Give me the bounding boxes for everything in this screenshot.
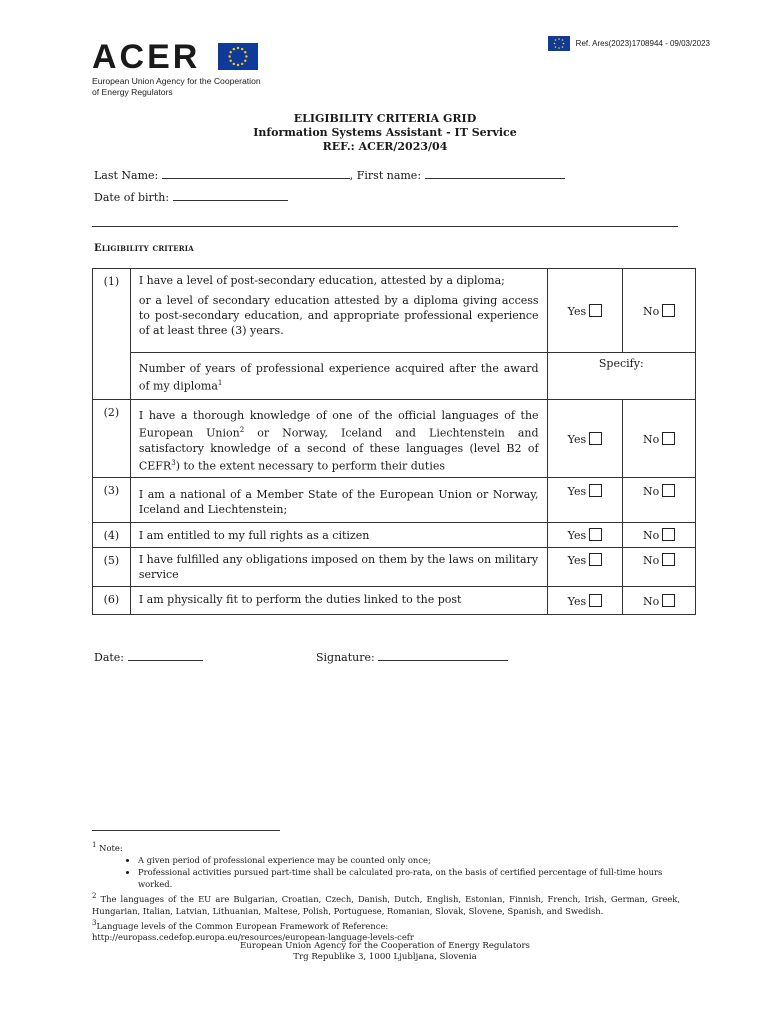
footnote-ref-1: 1 bbox=[217, 379, 223, 387]
cefr-link[interactable]: http://europass.cedefop.europa.eu/resources/european-language-levels-cefr bbox=[92, 932, 414, 943]
footnote-1-mark: 1 bbox=[92, 841, 97, 849]
footnote-3-text: Language levels of the Common European Framework of Reference: bbox=[96, 920, 389, 931]
eu-flag-icon bbox=[548, 36, 570, 51]
yes-label: Yes bbox=[567, 529, 587, 543]
date-field-row bbox=[94, 650, 203, 664]
criteria-number: (6) bbox=[93, 587, 131, 615]
logo-subtitle-line-2: of Energy Regulators bbox=[92, 87, 173, 97]
yes-option[interactable] bbox=[568, 305, 602, 318]
yes-cell bbox=[547, 548, 623, 587]
logo-wordmark: ACER bbox=[92, 38, 201, 76]
last-name-field[interactable] bbox=[162, 168, 350, 179]
yes-checkbox[interactable] bbox=[589, 432, 602, 445]
footnote-ref-3: 3 bbox=[171, 458, 176, 467]
dob-label: Date of birth: bbox=[94, 191, 170, 204]
yes-cell bbox=[547, 523, 623, 548]
signature-field[interactable] bbox=[378, 650, 508, 661]
list-item: • A given period of professional experience may be counted only once; bbox=[138, 854, 680, 866]
experience-text-body: Number of years of professional experience acquired after the award of my diploma bbox=[138, 362, 539, 393]
experience-text bbox=[130, 353, 547, 400]
dob-field-row bbox=[94, 190, 288, 204]
criteria-row-3 bbox=[93, 478, 696, 523]
criteria-row-2 bbox=[93, 400, 696, 478]
name-fields bbox=[94, 168, 565, 182]
no-cell bbox=[623, 548, 696, 587]
no-checkbox[interactable] bbox=[662, 594, 675, 607]
criteria-text: I am physically fit to perform the duties linked to the post bbox=[130, 587, 547, 615]
no-label: No bbox=[643, 529, 660, 543]
no-cell bbox=[623, 269, 696, 353]
yes-checkbox[interactable] bbox=[589, 304, 602, 317]
date-label: Date: bbox=[94, 651, 125, 664]
last-name-label: Last Name: bbox=[94, 169, 159, 182]
document-title bbox=[0, 112, 770, 154]
criteria-row-5 bbox=[93, 548, 696, 587]
first-name-field[interactable] bbox=[425, 168, 565, 179]
yes-label: Yes bbox=[567, 554, 587, 568]
criteria-row-6 bbox=[93, 587, 696, 615]
no-checkbox[interactable] bbox=[662, 432, 675, 445]
criteria-number: (5) bbox=[93, 548, 131, 587]
criteria-text-part-1: I have a thorough knowledge of one of the official languages of the European Union bbox=[138, 409, 539, 440]
footnote-2-text: The languages of the EU are Bulgarian, Croatian, Czech, Danish, Dutch, English, Estonian, Finnish, French, Irish, German, Greek, Hungarian, Italian, Latvian, Lithuanian, Maltese, Polish, Portuguese, Romanian, Slovak, Slovene, Spanish, and Swedish. bbox=[92, 893, 680, 916]
no-label: No bbox=[643, 554, 660, 568]
yes-cell bbox=[547, 269, 623, 353]
yes-label: Yes bbox=[567, 304, 587, 318]
page-footer bbox=[0, 941, 770, 963]
signature-field-row bbox=[316, 650, 508, 664]
no-option[interactable] bbox=[643, 485, 675, 498]
no-checkbox[interactable] bbox=[662, 304, 675, 317]
no-cell bbox=[623, 523, 696, 548]
criteria-number: (1) bbox=[93, 269, 131, 400]
yes-checkbox[interactable] bbox=[589, 528, 602, 541]
criteria-row-4 bbox=[93, 523, 696, 548]
yes-option[interactable] bbox=[568, 485, 602, 498]
divider bbox=[92, 226, 678, 227]
footnote-ref-2: 2 bbox=[239, 426, 245, 434]
criteria-table bbox=[92, 268, 696, 615]
no-label: No bbox=[643, 485, 660, 499]
specify-label: Specify: bbox=[598, 357, 644, 370]
footnote-3-mark: 3 bbox=[92, 918, 97, 927]
title-line-2: Information Systems Assistant - IT Service bbox=[253, 126, 517, 139]
yes-option[interactable] bbox=[568, 554, 602, 567]
criteria-number: (4) bbox=[93, 523, 131, 548]
no-option[interactable] bbox=[643, 554, 675, 567]
no-cell bbox=[623, 400, 696, 478]
yes-label: Yes bbox=[567, 485, 587, 499]
criteria-text: I am a national of a Member State of the European Union or Norway, Iceland and Liechtenstein; bbox=[130, 478, 547, 523]
no-option[interactable] bbox=[643, 433, 675, 446]
logo-subtitle-line-1: European Union Agency for the Cooperation bbox=[92, 76, 261, 86]
footnote-2-mark: 2 bbox=[92, 891, 97, 900]
yes-checkbox[interactable] bbox=[589, 553, 602, 566]
yes-option[interactable] bbox=[568, 433, 602, 446]
footer-line-1: European Union Agency for the Cooperation of Energy Regulators bbox=[240, 941, 530, 951]
footnotes bbox=[92, 839, 680, 943]
list-item: • Professional activities pursued part-time shall be calculated pro-rata, on the basis of certified percentage of full-time hours worked. bbox=[138, 866, 680, 890]
title-line-1: ELIGIBILITY CRITERIA GRID bbox=[293, 112, 477, 125]
criteria-number: (3) bbox=[93, 478, 131, 523]
no-option[interactable] bbox=[643, 595, 675, 608]
criteria-text-part-3: ) to the extent necessary to perform their duties bbox=[175, 459, 445, 473]
footnote-separator bbox=[92, 830, 280, 831]
yes-label: Yes bbox=[567, 594, 587, 608]
yes-checkbox[interactable] bbox=[589, 594, 602, 607]
dob-field[interactable] bbox=[173, 190, 288, 201]
no-label: No bbox=[643, 594, 660, 608]
yes-option[interactable] bbox=[568, 529, 602, 542]
first-name-label: , First name: bbox=[349, 169, 422, 182]
section-title: Eligibility criteria bbox=[94, 243, 194, 254]
yes-checkbox[interactable] bbox=[589, 484, 602, 497]
footnote-1-title: Note: bbox=[99, 842, 123, 853]
no-option[interactable] bbox=[643, 529, 675, 542]
no-checkbox[interactable] bbox=[662, 528, 675, 541]
criteria-text bbox=[130, 400, 547, 478]
footnote-1-list bbox=[92, 854, 680, 890]
yes-cell bbox=[547, 587, 623, 615]
title-line-3: REF.: ACER/2023/04 bbox=[322, 140, 448, 153]
date-field[interactable] bbox=[128, 650, 203, 661]
no-label: No bbox=[643, 432, 660, 446]
logo-subtitle bbox=[92, 76, 261, 98]
no-checkbox[interactable] bbox=[662, 553, 675, 566]
signature-label: Signature: bbox=[316, 651, 375, 664]
specify-cell[interactable] bbox=[547, 353, 695, 400]
yes-cell bbox=[547, 400, 623, 478]
yes-label: Yes bbox=[567, 432, 587, 446]
yes-cell bbox=[547, 478, 623, 523]
criteria-text: I have fulfilled any obligations imposed on them by the laws on military service bbox=[130, 548, 547, 587]
criteria-number: (2) bbox=[93, 400, 131, 478]
no-option[interactable] bbox=[643, 305, 675, 318]
criteria-text-part-2: or Norway, Iceland and Liechtenstein and satisfactory knowledge of a second of these languages (level B2 of CEFR bbox=[138, 426, 539, 473]
yes-option[interactable] bbox=[568, 595, 602, 608]
criteria-row-1 bbox=[93, 269, 696, 353]
criteria-row-1-experience bbox=[93, 353, 696, 400]
acer-logo bbox=[92, 40, 261, 98]
no-cell bbox=[623, 587, 696, 615]
no-checkbox[interactable] bbox=[662, 484, 675, 497]
reference-text: Ref. Ares(2023)1708944 - 09/03/2023 bbox=[575, 39, 710, 48]
criteria-text bbox=[130, 269, 547, 353]
criteria-text-a: I have a level of post-secondary education, attested by a diploma; bbox=[138, 274, 505, 287]
eu-flag-logo-icon bbox=[218, 43, 258, 70]
no-cell bbox=[623, 478, 696, 523]
criteria-text-b: or a level of secondary education attested by a diploma giving access to post-secondary education, and appropriate professional experience of at least three (3) years. bbox=[138, 294, 539, 337]
no-label: No bbox=[643, 304, 660, 318]
reference-header bbox=[548, 36, 710, 51]
footer-line-2: Trg Republike 3, 1000 Ljubljana, Slovenia bbox=[293, 952, 477, 962]
criteria-text: I am entitled to my full rights as a citizen bbox=[130, 523, 547, 548]
